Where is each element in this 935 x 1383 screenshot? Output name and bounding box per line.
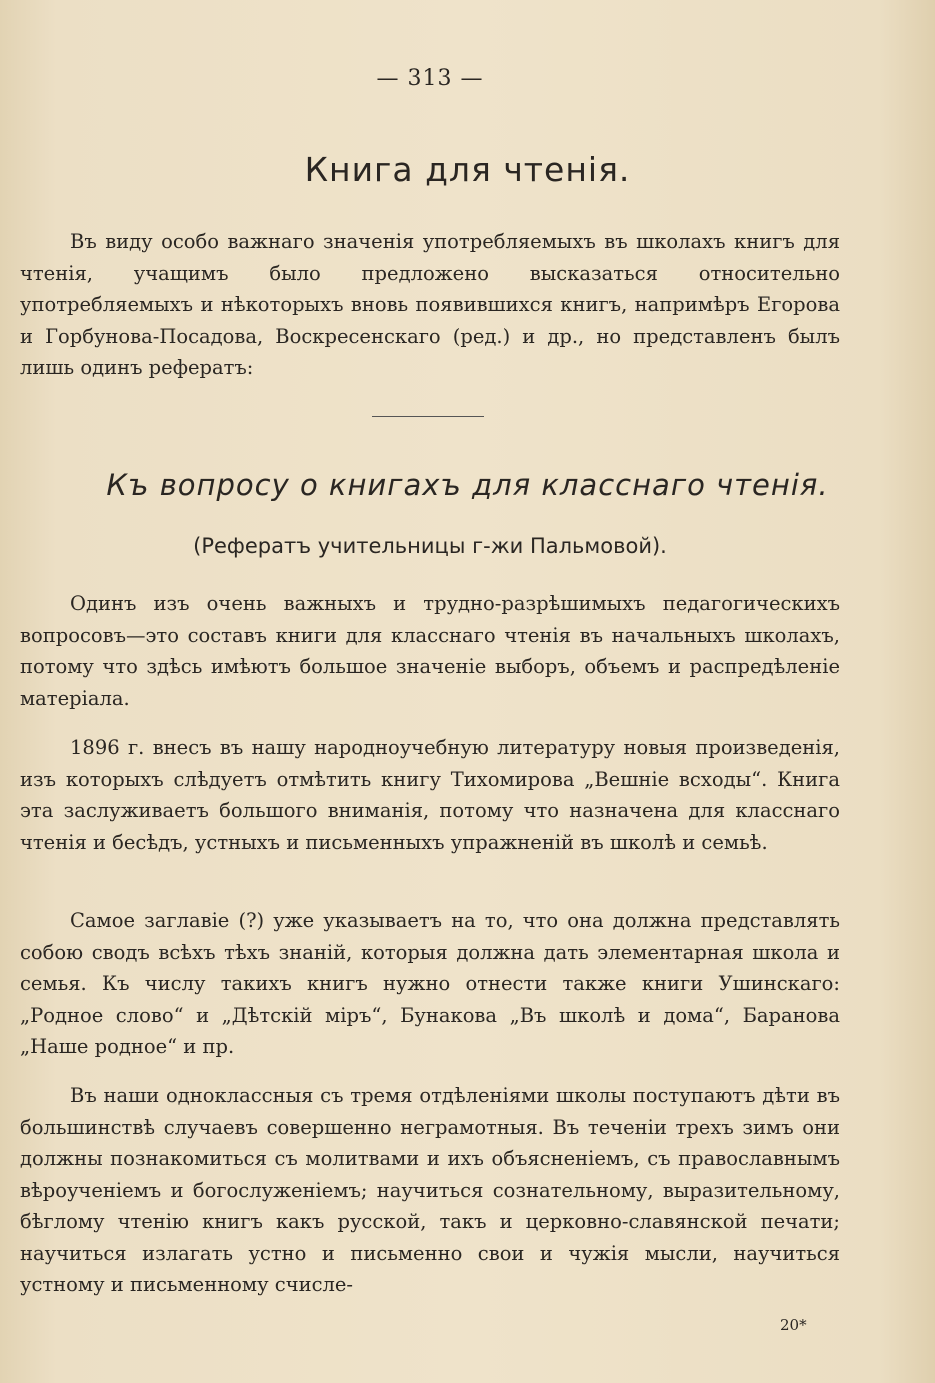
- body-paragraph: [20, 732, 840, 858]
- author-note: (Рефератъ учительницы г-жи Пальмовой).: [193, 534, 667, 558]
- section-title: Книга для чтенія.: [304, 150, 631, 189]
- intro-text: Въ виду особо важнаго значенія употребляемыхъ въ школахъ книгъ для чтенія, учащимъ было предложено высказаться относительно употребляемыхъ и нѣкоторыхъ вновь появившихся книгъ, напримѣръ Егорова и Горбунова-Посадова, Воскресенскаго (ред.) и др., но представленъ былъ лишь одинъ рефератъ:: [20, 230, 840, 379]
- signature-mark: 20*: [780, 1316, 807, 1334]
- paragraph-text: 1896 г. внесъ въ нашу народноучебную литературу новыя произведенія, изъ которыхъ слѣдуетъ отмѣтить книгу Тихомирова „Вешніе всходы“. Книга эта заслуживаетъ большого вниманія, потому что назначена для класснаго чтенія и бесѣдъ, устныхъ и письменныхъ упражненій въ школѣ и семьѣ.: [20, 736, 840, 854]
- article-title: Къ вопросу о книгахъ для класснаго чтенія.: [106, 468, 829, 502]
- section-divider: [372, 416, 484, 417]
- body-paragraph: [20, 1080, 840, 1301]
- body-paragraph: [20, 905, 840, 1063]
- paragraph-text: Самое заглавіе (?) уже указываетъ на то, что она должна представлять собою сводъ всѣхъ тѣхъ знаній, которыя должна дать элементарная школа и семья. Къ числу такихъ книгъ нужно отнести также книги Ушинскаго: „Родное слово“ и „Дѣтскій міръ“, Бунакова „Въ школѣ и дома“, Баранова „Наше родное“ и пр.: [20, 909, 840, 1058]
- paragraph-text: Одинъ изъ очень важныхъ и трудно-разрѣшимыхъ педагогическихъ вопросовъ—это составъ книги для класснаго чтенія въ начальныхъ школахъ, потому что здѣсь имѣютъ большое значеніе выборъ, объемъ и распредѣленіе матеріала.: [20, 592, 840, 710]
- paragraph-text: Въ наши одноклассныя съ тремя отдѣленіями школы поступаютъ дѣти въ большинствѣ случаевъ совершенно неграмотныя. Въ теченіи трехъ зимъ они должны познакомиться съ молитвами и ихъ объясненіемъ, съ православнымъ вѣроученіемъ и богослуженіемъ; научиться сознательному, выразительному, бѣглому чтенію книгъ какъ русской, такъ и церковно-славянской печати; научиться излагать устно и письменно свои и чужія мысли, научиться устному и письменному счисле-: [20, 1084, 840, 1296]
- intro-paragraph: [20, 226, 840, 384]
- body-paragraph: [20, 588, 840, 714]
- page-number: — 313 —: [376, 66, 484, 91]
